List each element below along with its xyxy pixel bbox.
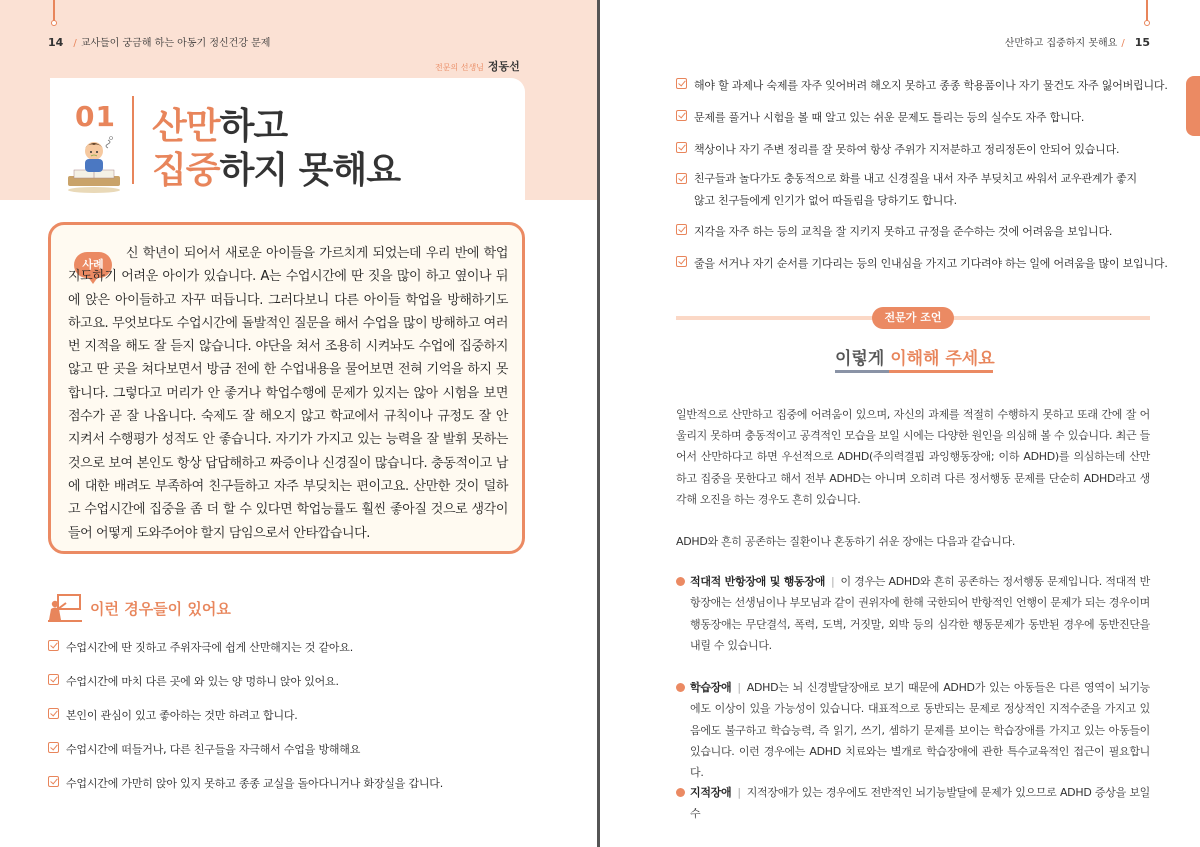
left-checklist [48,639,578,809]
bullet-text: 지적장애가 있는 경우에도 전반적인 뇌기능발달에 문제가 있으므로 ADHD 증상을 보일 수 [690,786,1150,821]
checklist-item: 본인이 관심이 있고 좋아하는 것만 하려고 합니다. [48,707,578,723]
chapter-title-line2 [152,142,400,193]
running-head: 산만하고 집중하지 못해요 / 15 [1004,36,1150,49]
checkbox-icon [48,640,59,651]
author-credit [435,58,520,74]
checklist-item: 수업시간에 가만히 앉아 있지 못하고 종종 교실을 돌아다니거나 화장실을 갑니다. [48,775,578,791]
checkbox-icon [676,256,687,267]
page-number: 14 [48,36,64,49]
title-accent-1: 산만 [152,106,220,147]
page-number: 15 [1134,36,1150,49]
bullet-term: 적대적 반항장애 및 행동장애 [690,575,826,588]
checklist-item: 수업시간에 마치 다른 곳에 와 있는 양 멍하니 앉아 있어요. [48,673,578,689]
case-text: 신 학년이 되어서 새로운 아이들을 가르치게 되었는데 우리 반에 학업지도하기 어려운 아이가 있습니다. A는 수업시간에 딴 짓을 많이 하고 옆이나 뒤에 앉은 아이들하고 자꾸 떠듭니다. 그러다보니 다른 아이들 학업을 방해하기도 하고요. 무엇보다도 수업시간에 돌발적인 질문을 해서 수업을 많이 방해하고 여러 번 지적을 해도 잘 듣지 않습니다. 야단을 쳐서 조용히 시켜놔도 수업에 집중하지 않고 딴 곳을 쳐다보면서 방금 전에 한 수업내용을 물어보면 전혀 기억을 하지 못합니다. 그렇다고 머리가 안 좋거나 학업수행에 문제가 있지는 않아 시험을 보면 점수가 곧 잘 나옵니다. 숙제도 잘 해오지 않고 학교에서 규칙이나 규정도 잘 안 지켜서 수행평가 성적도 안 좋습니다. 자기가 가지고 있는 능력을 잘 발휘 못하는 것으로 보여 본인도 항상 답답해하고 짜증이나 신경질이 많습니다. 충동적이고 남에 대한 배려도 부족하여 친구들하고 자주 부딪치는 편이고요. 산만한 것이 덜하고 수업시간에 집중을 좀 더 할 수 있다면 학업능률도 훨씬 좋아질 것으로 생각이 들어 어떻게 도와주어야 할지 담임으로서 안타깝습니다. [68,246,508,541]
book-title: 교사들이 궁금해 하는 아동기 정신건강 문제 [80,38,271,49]
understand-underline [835,370,993,373]
checkbox-icon [48,776,59,787]
right-page [600,0,1200,847]
title-divider [132,96,134,184]
checklist-item: 친구들과 놀다가도 충동적으로 화를 내고 신경질을 내서 자주 부딪치고 싸워서 교우관계가 좋지 않고 친구들에게 인기가 없어 따돌림을 당하기도 합니다. [676,168,1150,212]
top-tick-dot [51,20,57,26]
right-checklist [676,77,1168,287]
author-name: 정동선 [487,60,520,73]
author-role: 전문의 선생님 [435,63,484,72]
understand-accent: 이해해 주세요 [890,349,995,369]
checkbox-icon [676,173,687,184]
top-tick [1146,0,1148,22]
title-rest-1: 하고 [219,106,288,147]
bullet-dot-icon [676,683,685,692]
checklist-item: 책상이나 자기 주변 정리를 잘 못하여 항상 주위가 지저분하고 정리정돈이 안되어 있습니다. [676,141,1150,157]
checkbox-icon [676,224,687,235]
side-tab [1186,76,1200,136]
section-heading-text: 이런 경우들이 있어요 [90,600,231,618]
understand-heading [835,344,995,369]
checkbox-icon [676,142,687,153]
understand-plain: 이렇게 [835,349,891,369]
running-head: 14 / 교사들이 궁금해 하는 아동기 정신건강 문제 [48,36,271,49]
bullet-term: 학습장애 [690,681,732,694]
teacher-board-icon [48,592,82,622]
bullet-item: 적대적 반항장애 및 행동장애 | 이 경우는 ADHD와 흔히 공존하는 정서행동 문제입니다. 적대적 반항장애는 선생님이나 부모님과 같이 권위자에 한해 국한되어 반항적인 언행이 문제가 되는 경우이며 행동장애는 무단결석, 폭력, 도벽, 거짓말, 외박 등의 심각한 행동문제가 동반된 경우에 동반진단을 내릴 수 있습니다. [676,571,1150,656]
checkbox-icon [48,742,59,753]
body-paragraph-2: ADHD와 흔히 공존하는 질환이나 혼동하기 쉬운 장애는 다음과 같습니다. [676,535,1016,548]
bullet-term: 지적장애 [690,786,732,799]
case-badge: 사례 [74,252,112,278]
checklist-item: 수업시간에 딴 짓하고 주위자극에 쉽게 산만해지는 것 같아요. [48,639,578,655]
checkbox-icon [676,78,687,89]
checklist-item: 수업시간에 떠들거나, 다른 친구들을 자극해서 수업을 방해해요 [48,741,578,757]
checkbox-icon [48,674,59,685]
chapter-number: 01 [75,100,116,133]
bullet-text: ADHD는 뇌 신경발달장애로 보기 때문에 ADHD가 있는 아동들은 다른 영역이 뇌기능에도 이상이 있을 가능성이 있습니다. 대표적으로 동반되는 문제로 정상적인 지적수준을 가지고 있음에도 불구하고 학습능력, 즉 읽기, 쓰기, 셈하기 문제를 보이는 학습장애를 가지고 있는 아동들이 있습니다. 이런 경우에는 ADHD 치료와는 별개로 학습장애에 관한 특수교육적인 접근이 필요합니다. [690,681,1150,780]
checklist-item: 해야 할 과제나 숙제를 자주 잊어버려 해오지 못하고 종종 학용품이나 자기 물건도 자주 잃어버립니다. [676,77,1150,93]
left-page [0,0,598,847]
advice-pill: 전문가 조언 [872,307,954,329]
bullet-dot-icon [676,577,685,586]
running-title: 산만하고 집중하지 못해요 [1004,38,1118,49]
top-tick [53,0,55,22]
body-paragraph-1: 일반적으로 산만하고 집중에 어려움이 있으며, 자신의 과제를 적절히 수행하지 못하고 또래 간에 잘 어울리지 못하며 충동적이고 공격적인 모습을 보일 시에는 다양한 원인을 의심해 볼 수 있습니다. 최근 들어서 산만하다고 하면 우선적으로 ADHD(주의력결핍 과잉행동장애; 이하 ADHD)를 의심하는데 산만하고 집중을 못한다고 해서 전부 ADHD는 아니며 오히려 다른 정서행동 문제를 단순히 ADHD라고 생각해 오진을 하는 경우도 흔히 있습니다. [676,408,1150,506]
checklist-item: 문제를 풀거나 시험을 볼 때 알고 있는 쉬운 문제도 틀리는 등의 실수도 자주 합니다. [676,109,1150,125]
case-text-block [68,242,508,545]
bullet-item: 지적장애 | 지적장애가 있는 경우에도 전반적인 뇌기능발달에 문제가 있으므로 ADHD 증상을 보일 수 [676,782,1150,825]
checklist-item: 지각을 자주 하는 등의 교칙을 잘 지키지 못하고 규정을 준수하는 것에 어려움을 보입니다. [676,223,1150,239]
bullet-text: 이 경우는 ADHD와 흔히 공존하는 정서행동 문제입니다. 적대적 반항장애는 선생님이나 부모님과 같이 권위자에 한해 국한되어 반항적인 언행이 문제가 되는 경우이며 행동장애는 무단결석, 폭력, 도벽, 거짓말, 외박 등의 심각한 행동문제가 동반된 경우에 동반진단을 내릴 수 있습니다. [690,575,1151,652]
title-rest-2: 하지 못해요 [219,150,400,191]
checkbox-icon [48,708,59,719]
checkbox-icon [676,110,687,121]
top-tick-dot [1144,20,1150,26]
checklist-item: 줄을 서거나 자기 순서를 기다리는 등의 인내심을 가지고 기다려야 하는 일에 어려움을 많이 보입니다. [676,255,1150,271]
bullet-item: 학습장애 | ADHD는 뇌 신경발달장애로 보기 때문에 ADHD가 있는 아동들은 다른 영역이 뇌기능에도 이상이 있을 가능성이 있습니다. 대표적으로 동반되는 문제로 정상적인 지적수준을 가지고 있음에도 불구하고 학습능력, 즉 읽기, 쓰기, 셈하기 문제를 보이는 학습장애를 가지고 있는 아동들이 있습니다. 이런 경우에는 ADHD 치료와는 별개로 학습장애에 관한 특수교육적인 접근이 필요합니다. [676,677,1150,783]
title-accent-2: 집중 [152,150,220,191]
bullet-dot-icon [676,788,685,797]
studying-child-illustration [64,134,124,194]
